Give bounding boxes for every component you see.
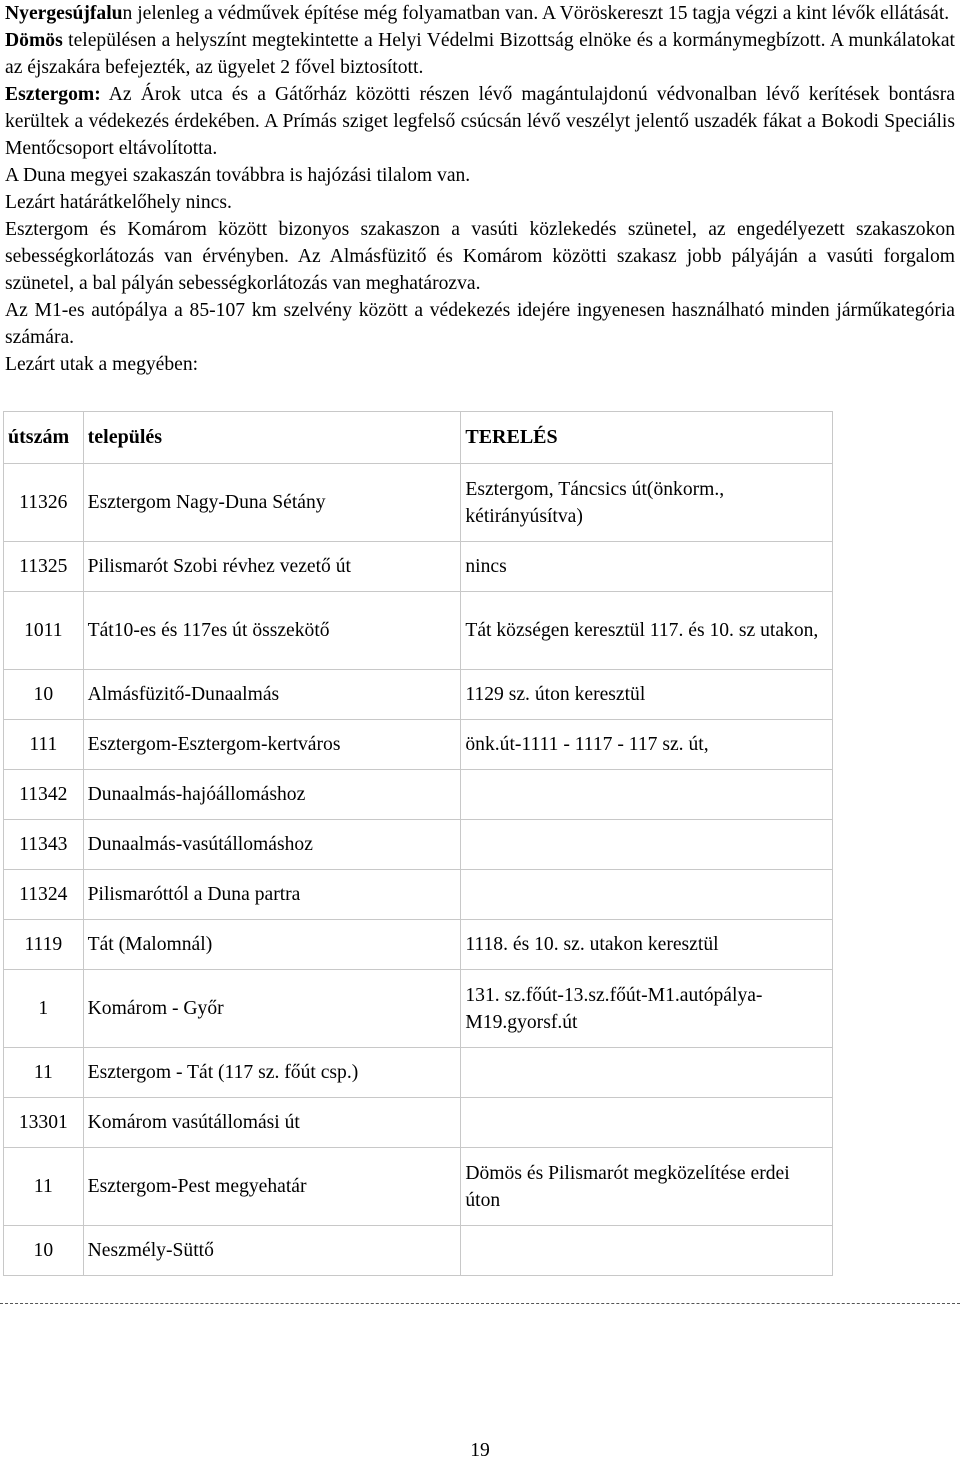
reroute-cell: 1118. és 10. sz. utakon keresztül (461, 920, 833, 970)
place-name: Nyergesújfalu (5, 3, 123, 24)
settlement-cell: Almásfüzitő-Dunaalmás (83, 670, 461, 720)
settlement-cell: Komárom - Győr (83, 970, 461, 1048)
closed-roads-table (3, 411, 833, 1276)
reroute-cell (461, 1048, 833, 1098)
paragraph-text: n jelenleg a védművek építése még folyamatban van. A Vöröskereszt 15 tagja végzi a kint lévők ellátását. (122, 3, 950, 24)
header-reroute: TERELÉS (461, 412, 833, 464)
table-row (4, 970, 833, 1048)
place-name: Esztergom: (5, 84, 101, 105)
road-number-cell: 1011 (4, 592, 84, 670)
paragraph-railway: Esztergom és Komárom között bizonyos szakaszon a vasúti közlekedés szünetel, az engedélyezett szakaszokon sebességkorlátozás van érvényben. Az Almásfüzitő és Komárom közötti szakasz jobb pályáján a vasúti forgalom szünetel, a bal pályán sebességkorlátozás van meghatározva. (5, 219, 955, 294)
table-row (4, 670, 833, 720)
road-number-cell: 11343 (4, 820, 84, 870)
road-number-cell: 11325 (4, 542, 84, 592)
table-row (4, 1098, 833, 1148)
table-body (4, 464, 833, 1276)
paragraph-border-crossing: Lezárt határátkelőhely nincs. (5, 192, 232, 213)
settlement-cell: Dunaalmás-hajóállomáshoz (83, 770, 461, 820)
road-number-cell: 10 (4, 1226, 84, 1276)
road-number-cell: 111 (4, 720, 84, 770)
road-number-cell: 11324 (4, 870, 84, 920)
settlement-cell: Tát10-es és 117es út összekötő (83, 592, 461, 670)
reroute-cell: 131. sz.főút-13.sz.főút-M1.autópálya-M19.gyorsf.út (461, 970, 833, 1048)
reroute-cell: önk.út-1111 - 1117 - 117 sz. út, (461, 720, 833, 770)
table-row (4, 464, 833, 542)
paragraph-text: településen a helyszínt megtekintette a Helyi Védelmi Bizottság elnöke és a kormánymegbízott. A munkálatokat az éjszakára befejezték, az ügyelet 2 fővel biztosított. (5, 30, 955, 78)
table-row (4, 1048, 833, 1098)
table-row (4, 920, 833, 970)
settlement-cell: Esztergom - Tát (117 sz. főút csp.) (83, 1048, 461, 1098)
table-row (4, 542, 833, 592)
header-road-number: útszám (4, 412, 84, 464)
paragraph-text: Az Árok utca és a Gátőrház közötti részen lévő magántulajdonú védvonalban lévő kerítések bontásra kerültek a védekezés érdekében. A Prímás sziget legfelső csúcsán lévő veszélyt jelentő uszadék fákat a Bokodi Speciális Mentőcsoport eltávolította. (5, 84, 955, 159)
paragraph-esztergom (5, 81, 955, 162)
settlement-cell: Pilismarót Szobi révhez vezető út (83, 542, 461, 592)
table-row (4, 720, 833, 770)
settlement-cell: Dunaalmás-vasútállomáshoz (83, 820, 461, 870)
settlement-cell: Neszmély-Süttő (83, 1226, 461, 1276)
reroute-cell (461, 820, 833, 870)
road-number-cell: 1 (4, 970, 84, 1048)
page-number: 19 (470, 1440, 490, 1461)
table-row (4, 1148, 833, 1226)
paragraph-nyergesujfalu (5, 0, 955, 27)
table-row (4, 820, 833, 870)
road-number-cell: 11 (4, 1048, 84, 1098)
table-row (4, 770, 833, 820)
settlement-cell: Pilismaróttól a Duna partra (83, 870, 461, 920)
reroute-cell: Esztergom, Táncsics út(önkorm., kétirányúsítva) (461, 464, 833, 542)
table-row (4, 1226, 833, 1276)
road-number-cell: 10 (4, 670, 84, 720)
header-settlement: település (83, 412, 461, 464)
reroute-cell (461, 770, 833, 820)
reroute-cell: nincs (461, 542, 833, 592)
table-row (4, 870, 833, 920)
report-text (5, 0, 955, 378)
road-number-cell: 1119 (4, 920, 84, 970)
place-name: Dömös (5, 30, 63, 51)
settlement-cell: Esztergom-Pest megyehatár (83, 1148, 461, 1226)
road-number-cell: 11342 (4, 770, 84, 820)
footer-separator (0, 1303, 960, 1304)
road-number-cell: 11 (4, 1148, 84, 1226)
road-number-cell: 13301 (4, 1098, 84, 1148)
settlement-cell: Tát (Malomnál) (83, 920, 461, 970)
road-number-cell: 11326 (4, 464, 84, 542)
paragraph-domos (5, 27, 955, 81)
table-header-row (4, 412, 833, 464)
reroute-cell: Dömös és Pilismarót megközelítése erdei úton (461, 1148, 833, 1226)
paragraph-closed-roads-intro: Lezárt utak a megyében: (5, 354, 199, 375)
table-row (4, 592, 833, 670)
settlement-cell: Komárom vasútállomási út (83, 1098, 461, 1148)
settlement-cell: Esztergom-Esztergom-kertváros (83, 720, 461, 770)
paragraph-shipping-ban: A Duna megyei szakaszán továbbra is hajózási tilalom van. (5, 165, 471, 186)
reroute-cell: Tát községen keresztül 117. és 10. sz utakon, (461, 592, 833, 670)
settlement-cell: Esztergom Nagy-Duna Sétány (83, 464, 461, 542)
reroute-cell (461, 1226, 833, 1276)
paragraph-motorway: Az M1-es autópálya a 85-107 km szelvény között a védekezés idejére ingyenesen használható minden járműkategória számára. (5, 300, 955, 348)
reroute-cell (461, 870, 833, 920)
reroute-cell: 1129 sz. úton keresztül (461, 670, 833, 720)
reroute-cell (461, 1098, 833, 1148)
